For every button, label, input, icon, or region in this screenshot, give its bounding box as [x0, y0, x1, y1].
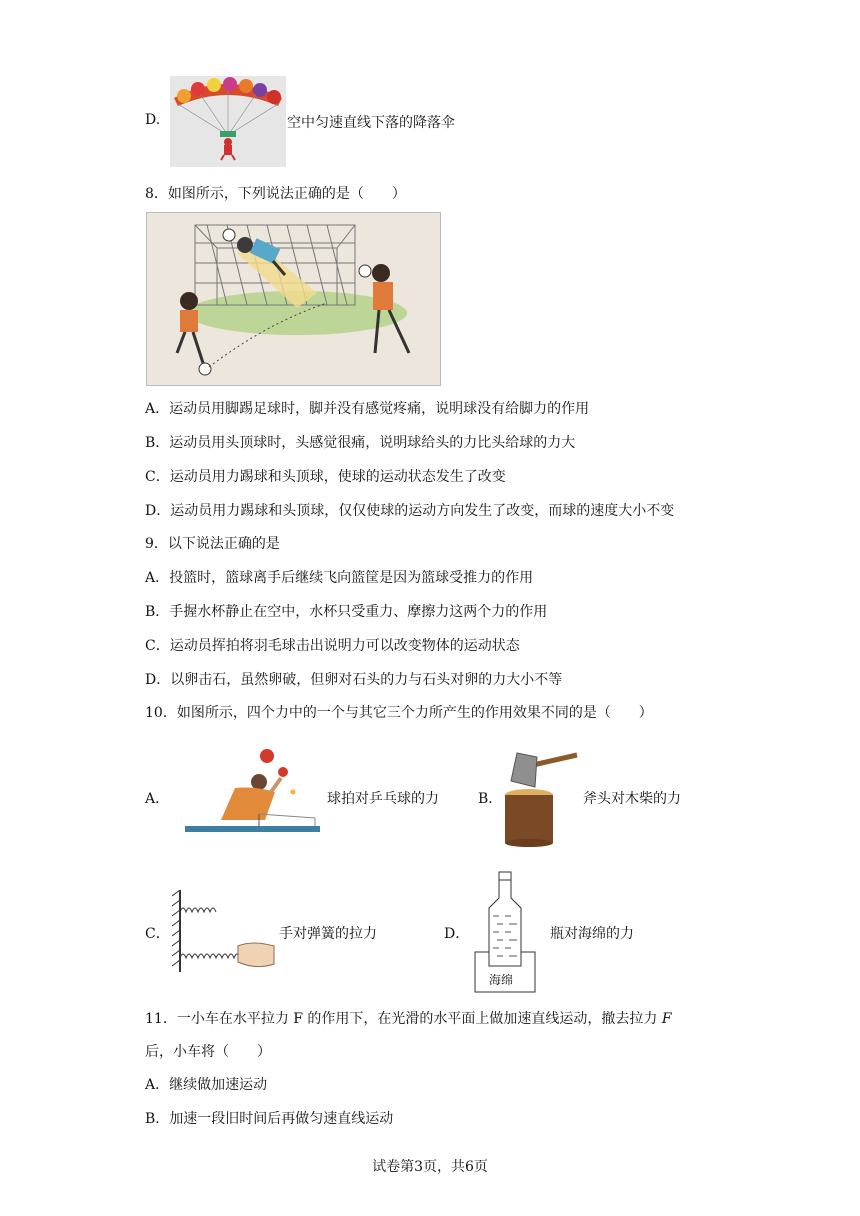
table-tennis-figure	[185, 748, 320, 836]
q7-option-d-text: 空中匀速直线下落的降落伞	[287, 115, 455, 131]
q10-option-d-label: D．	[444, 926, 470, 942]
q10-option-b-label: B．	[478, 791, 503, 807]
q8-option-b: B．运动员用头顶球时，头感觉很痛，说明球给头的力比头给球的力大	[145, 435, 576, 451]
q10-option-d-text: 瓶对海绵的力	[550, 926, 634, 942]
q9-option-b: B．手握水杯静止在空中，水杯只受重力、摩擦力这两个力的作用	[145, 604, 548, 620]
q7-option-d-label: D.	[145, 112, 161, 128]
q10-option-a-label: A．	[145, 791, 170, 807]
bottle-sponge-figure	[473, 870, 537, 994]
q10-option-b-text: 斧头对木柴的力	[583, 791, 681, 807]
axe-wood-figure	[503, 747, 579, 847]
q9-option-d: D．以卵击石，虽然卵破，但卵对石头的力与石头对卵的力大小不等	[145, 672, 563, 688]
q10-option-c-label: C．	[145, 926, 170, 942]
soccer-figure	[146, 212, 441, 386]
q8-option-c: C．运动员用力踢球和头顶球，使球的运动状态发生了改变	[145, 469, 506, 485]
parachute-figure	[170, 76, 286, 167]
q8-option-d: D．运动员用力踢球和头顶球，仅仅使球的运动方向发生了改变，而球的速度大小不变	[145, 503, 675, 519]
q9-stem: 9．以下说法正确的是	[145, 536, 280, 552]
q10-stem: 10．如图所示，四个力中的一个与其它三个力所产生的作用效果不同的是（ ）	[145, 705, 653, 721]
q10-option-c-text: 手对弹簧的拉力	[279, 926, 377, 942]
q10-option-a-text: 球拍对乒乓球的力	[327, 791, 439, 807]
page-footer: 试卷第3页，共6页	[372, 1159, 488, 1175]
q8-stem: 8．如图所示，下列说法正确的是（ ）	[145, 186, 406, 202]
q11-stem-line2: 后，小车将（ ）	[145, 1044, 271, 1060]
q9-option-a: A．投篮时，篮球离手后继续飞向篮筐是因为篮球受推力的作用	[145, 570, 534, 586]
sponge-label: 海绵	[489, 973, 514, 987]
spring-figure	[172, 890, 276, 972]
q8-option-a: A．运动员用脚踢足球时，脚并没有感觉疼痛，说明球没有给脚力的作用	[145, 401, 590, 417]
q11-option-b: B．加速一段旧时间后再做匀速直线运动	[145, 1111, 394, 1127]
force-symbol-f: F	[661, 1011, 672, 1027]
q11-option-a: A．继续做加速运动	[145, 1077, 268, 1093]
q9-option-c: C．运动员挥拍将羽毛球击出说明力可以改变物体的运动状态	[145, 638, 520, 654]
q11-stem-line1: 11．一小车在水平拉力 F 的作用下，在光滑的水平面上做加速直线运动，撤去拉力 F	[145, 1011, 672, 1027]
